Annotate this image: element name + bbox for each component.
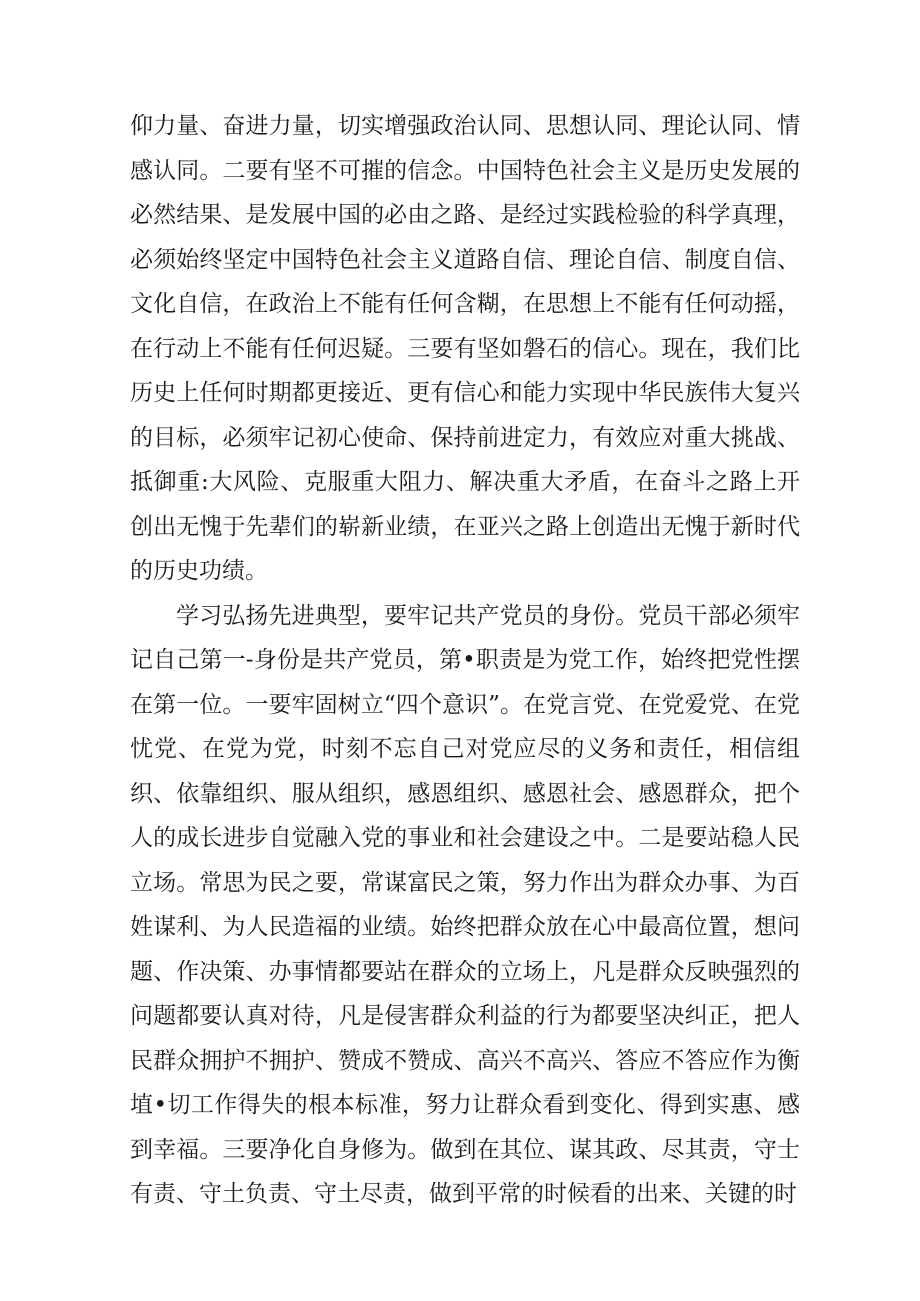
paragraph-1: 仰力量、奋进力量，切实增强政治认同、思想认同、理论认同、情感认同。二要有坚不可摧的信念。中国特色社会主义是历史发展的必然结果、是发展中国的必由之路、是经过实践检验的科学真理，必须始终坚定中国特色社会主义道路自信、理论自信、制度自信、文化自信，在政治上不能有任何含糊，在思想上不能有任何动摇，在行动上不能有任何迟疑。三要有坚如磐石的信心。现在，我们比历史上任何时期都更接近、更有信心和能力实现中华民族伟大复兴的目标，必须牢记初心使命、保持前进定力，有效应对重大挑战、抵御重:大风险、克服重大阻力、解决重大矛盾，在奋斗之路上开创出无愧于先辈们的崭新业绩，在亚兴之路上创造出无愧于新时代的历史功绩。 bbox=[130, 113, 800, 584]
document-body bbox=[130, 104, 800, 1217]
paragraph-2: 学习弘扬先进典型，要牢记共产党员的身份。党员干部必须牢记自己第一-身份是共产党员，第•职责是为党工作，始终把党性摆在第一位。一要牢固树立“四个意识”。在党言党、在党爱党、在党忧党、在党为党，时刻不忘自己对党应尽的义务和责任，相信组织、依靠组织、服从组织，感恩组织、感恩社会、感恩群众，把个人的成长进步自觉融入党的事业和社会建设之中。二是要站稳人民立场。常思为民之要，常谋富民之策，努力作出为群众办事、为百姓谋利、为人民造福的业绩。始终把群众放在心中最高位置，想问题、作决策、办事情都要站在群众的立场上，凡是群众反映强烈的问题都要认真对待，凡是侵害群众利益的行为都要坚决纠正，把人民群众拥护不拥护、赞成不赞成、高兴不高兴、答应不答应作为衡埴•切工作得失的根本标准，努力让群众看到变化、得到实惠、感到幸福。三要净化自身修为。做到在其位、谋其政、尽其责，守士有责、守土负责、守土尽责，做到平常的时候看的出来、关键的时 bbox=[130, 602, 800, 1207]
